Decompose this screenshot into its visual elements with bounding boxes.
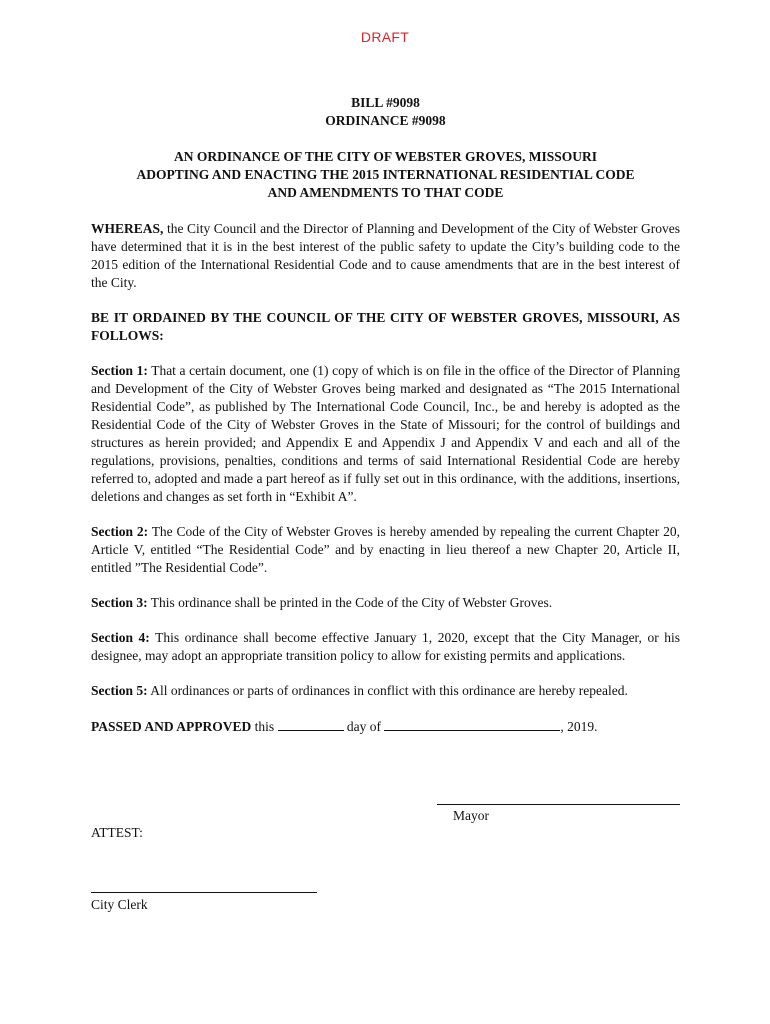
section-label: Section 4: [91,630,150,645]
mayor-label: Mayor [453,808,489,823]
clerk-label: City Clerk [91,897,148,912]
whereas-lead: WHEREAS, [91,221,164,236]
mayor-signature-line [437,804,680,805]
title-line-1: AN ORDINANCE OF THE CITY OF WEBSTER GROVES, MISSOURI [174,149,597,164]
ordained-clause [91,309,680,345]
section-label: Section 5: [91,683,148,698]
whereas-text: the City Council and the Director of Planning and Development of the City of Webster Groves have determined that it is in the best interest of the public safety to update the City’s building code to the 2015 edition of the International Residential Code and to cause amendments that are in the best interest of the City. [91,221,680,290]
whereas-paragraph [91,220,680,292]
title-line-3: AND AMENDMENTS TO THAT CODE [267,185,504,200]
passed-this: this [251,719,278,734]
title-line-2: ADOPTING AND ENACTING THE 2015 INTERNATIONAL RESIDENTIAL CODE [136,167,635,182]
section-text: This ordinance shall become effective January 1, 2020, except that the City Manager, or his designee, may adopt an appropriate transition policy to allow for existing permits and applications. [91,630,680,663]
clerk-signature-line [91,892,317,893]
passed-lead: PASSED AND APPROVED [91,719,252,734]
section-3 [91,594,680,612]
ordinance-body [91,94,680,736]
month-blank [384,717,560,731]
ordinance-number: ORDINANCE #9098 [325,113,446,128]
section-4 [91,629,680,665]
attest-label: ATTEST: [91,825,143,840]
section-text: This ordinance shall be printed in the Code of the City of Webster Groves. [147,595,553,610]
section-text: The Code of the City of Webster Groves is hereby amended by repealing the current Chapter 20, Article V, entitled “The Residential Code” and by enacting in lieu thereof a new Chapter 20, Article II, entitled ”The Residential Code”. [91,524,680,575]
passed-day-of: day of [343,719,385,734]
passed-approved-line [91,717,680,736]
section-text: All ordinances or parts of ordinances in conflict with this ordinance are hereby repealed. [147,683,628,698]
section-1 [91,362,680,506]
draft-watermark: DRAFT [360,29,410,45]
section-2 [91,523,680,577]
section-label: Section 2: [91,524,149,539]
passed-year: , 2019. [560,719,598,734]
section-label: Section 1: [91,363,148,378]
bill-number: BILL #9098 [351,95,420,110]
ordinance-title [91,148,680,202]
day-blank [278,717,344,731]
section-text: That a certain document, one (1) copy of which is on file in the office of the Director of Planning and Development of the City of Webster Groves being marked and designated as “The 2015 International Residential Code”, as published by The International Code Council, Inc., be and hereby is adopted as the Residential Code of the City of Webster Groves in the State of Missouri; for the control of buildings and structures as herein provided; and Appendix E and Appendix J and Appendix V and each and all of the regulations, provisions, penalties, conditions and terms of said International Residential Code are hereby referred to, adopted and made a part hereof as if fully set out in this ordinance, with the additions, insertions, deletions and changes as set forth in “Exhibit A”. [91,363,680,504]
section-label: Section 3: [91,595,148,610]
ordained-text: BE IT ORDAINED BY THE COUNCIL OF THE CITY OF WEBSTER GROVES, MISSOURI, AS FOLLOWS: [91,310,680,343]
section-5 [91,682,680,700]
